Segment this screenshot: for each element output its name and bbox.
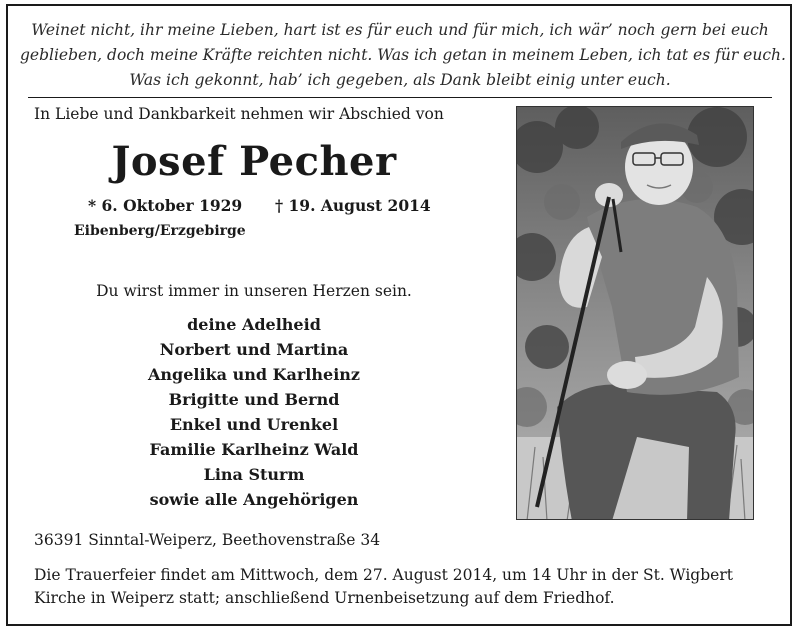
poem — [20, 18, 786, 93]
funeral-line: Die Trauerfeier findet am Mittwoch, dem 27. August 2014, um 14 Uhr in der St. Wigbert — [34, 566, 733, 584]
mourner: Brigitte und Bernd — [168, 390, 340, 409]
mourner: Norbert und Martina — [159, 340, 349, 359]
portrait-illustration — [517, 107, 754, 520]
deceased-name: Josef Pecher — [111, 138, 397, 185]
divider — [28, 97, 772, 98]
funeral-info — [34, 564, 774, 610]
intro-text: In Liebe und Dankbarkeit nehmen wir Abschied von — [34, 105, 444, 123]
funeral-line: Kirche in Weiperz statt; anschließend Urnenbeisetzung auf dem Friedhof. — [34, 589, 615, 607]
death-date: † 19. August 2014 — [275, 196, 431, 215]
mourners-list — [34, 312, 474, 512]
mourner: Lina Sturm — [203, 465, 305, 484]
mourner: Familie Karlheinz Wald — [149, 440, 359, 459]
mourner: deine Adelheid — [187, 315, 321, 334]
motto: Du wirst immer in unseren Herzen sein. — [96, 282, 412, 300]
poem-line: Weinet nicht, ihr meine Lieben, hart ist es für euch und für mich, ich wär’ noch gern bei euch — [31, 21, 769, 39]
mourner: Angelika und Karlheinz — [147, 365, 360, 384]
portrait-photo — [516, 106, 754, 520]
birth-date: * 6. Oktober 1929 — [88, 196, 243, 215]
birth-place: Eibenberg/Erzgebirge — [74, 223, 246, 239]
poem-line: geblieben, doch meine Kräfte reichten nicht. Was ich getan in meinem Leben, ich tat es für euch. — [20, 46, 786, 64]
mourner: Enkel und Urenkel — [169, 415, 339, 434]
poem-line: Was ich gekonnt, hab’ ich gegeben, als Dank bleibt einig unter euch. — [129, 71, 671, 89]
address: 36391 Sinntal-Weiperz, Beethovenstraße 34 — [34, 531, 381, 549]
mourner: sowie alle Angehörigen — [149, 490, 359, 509]
